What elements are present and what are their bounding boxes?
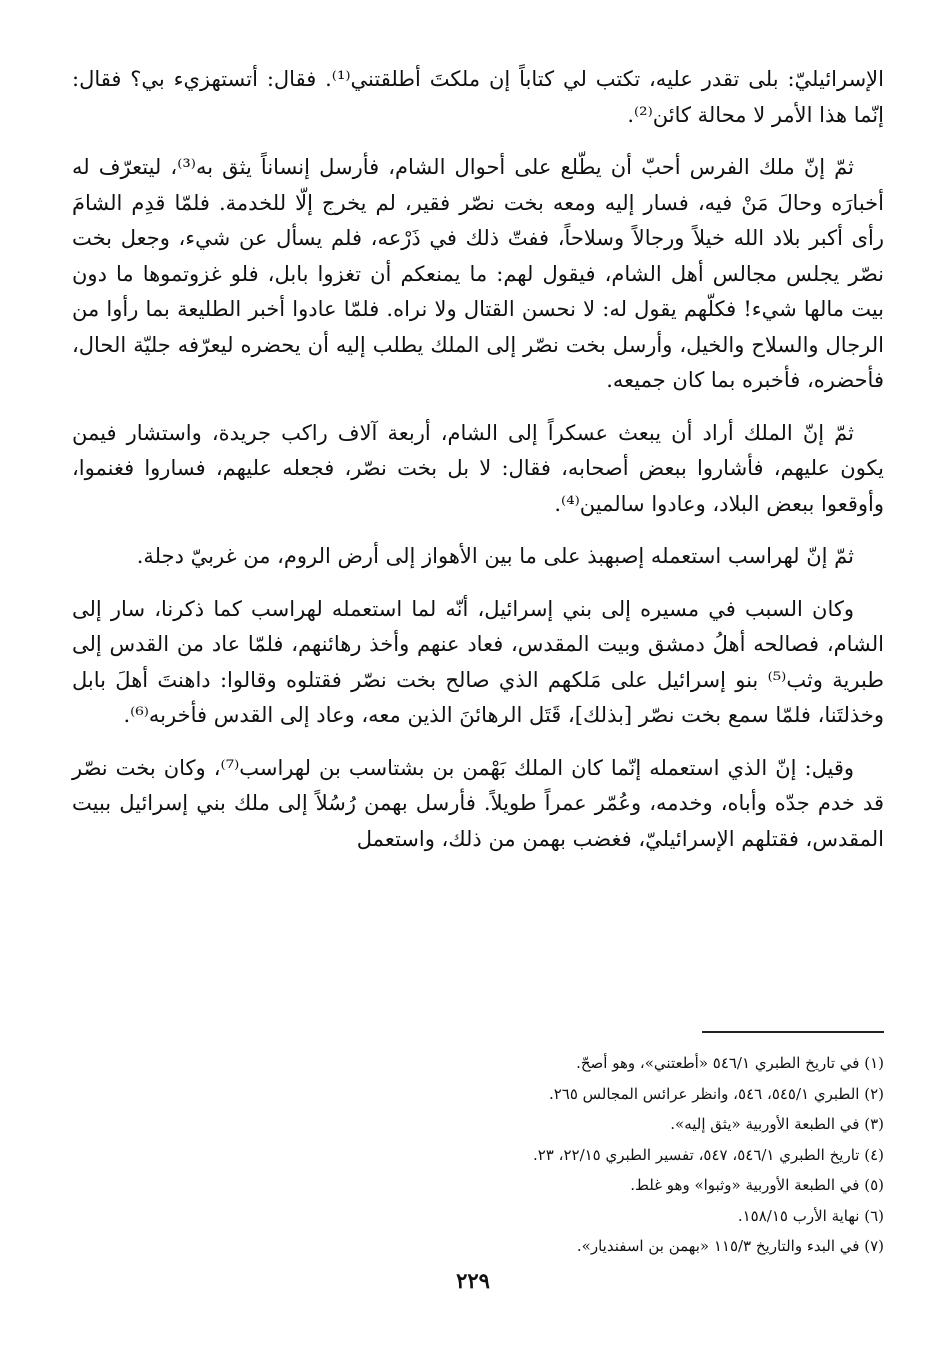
paragraph-6: وقيل: إنّ الذي استعمله إنّما كان الملك بَهْمن بن بشتاسب بن لهراسب⁽⁷⁾، وكان بخت نصّر قد خدم جدّه وأباه، وخدمه، وعُمّر عمراً طويلاً. فأرسل بهمن رُسُلاً إلى ملك بني إسرائيل ببيت المقدس، فقتلهم الإسرائيليّ، فغضب بهمن من ذلك، واستعمل bbox=[72, 755, 884, 851]
main-text bbox=[72, 62, 884, 874]
paragraph-5: وكان السبب في مسيره إلى بني إسرائيل، أنّه لما استعمله لهراسب كما ذكرنا، سار إلى الشام، فصالحه أهلُ دمشق وبيت المقدس، فعاد عنهم وأخذ رهائنهم، فلمّا عاد من القدس إلى طبرية وثب⁽⁵⁾ بنو إسرائيل على مَلكهم الذي صالح بخت نصّر فقتلوه وقالوا: داهنتَ أهلَ بابل وخذلتَنا، فلمّا سمع بخت نصّر [بذلك]، قَتَل الرهائنَ الذين معه، وعاد إلى القدس فأخربه⁽⁶⁾. bbox=[72, 596, 884, 727]
footnote-6: (٦) نهاية الأرب ١٥٨/١٥. bbox=[737, 1206, 884, 1225]
footnote-4: (٤) تاريخ الطبري ٥٤٦/١، ٥٤٧، تفسير الطبري ٢٢/١٥، ٢٣. bbox=[532, 1145, 884, 1164]
paragraph-3: ثمّ إنّ الملك أراد أن يبعث عسكراً إلى الشام، أربعة آلاف راكب جريدة، واستشار فيمن يكون عليهم، فأشاروا ببعض أصحابه، فقال: لا بل بخت نصّر، فجعله عليهم، فساروا فغنموا، وأوقعوا ببعض البلاد، وعادوا سالمين⁽⁴⁾. bbox=[72, 420, 884, 516]
footnote-7: (٧) في البدء والتاريخ ١١٥/٣ «بهمن بن اسفنديار». bbox=[576, 1237, 884, 1255]
footnote-separator bbox=[702, 1031, 884, 1033]
footnote-1: (١) في تاريخ الطبري ٥٤٦/١ «أطعتني»، وهو أصحّ. bbox=[576, 1054, 884, 1072]
footnote-3: (٣) في الطبعة الأوربية «يثق إليه». bbox=[670, 1115, 884, 1133]
footnotes bbox=[72, 1048, 884, 1262]
page-number: ٢٢٩ bbox=[456, 1268, 490, 1293]
paragraph-2: ثمّ إنّ ملك الفرس أحبّ أن يطّلع على أحوال الشام، فأرسل إنساناً يثق به⁽³⁾، ليتعرّف له أخبارَه وحالَ مَنْ فيه، فسار إليه ومعه بخت نصّر فقير، لم يخرج إلّا للخدمة. فلمّا قدِم الشامَ رأى أكبر بلاد الله خيلاً ورجالاً وسلاحاً، ففتّ ذلك في ذَرْعه، فلم يسأل عن شيء، وجعل بخت نصّر يجلس مجالس أهل الشام، فيقول لهم: ما يمنعكم أن تغزوا بابل، فلو غزوتموها ما دون بيت مالها شيء! فكلّهم يقول له: لا نحسن القتال ولا نراه. فلمّا عادوا أخبر الطليعة بما رأوا من الرجال والسلاح والخيل، وأرسل بخت نصّر إلى الملك يطلب إليه أن يحضره ليعرّفه جليّة الحال، فأحضره، فأخبره بما كان جميعه. bbox=[72, 155, 884, 392]
paragraph-4: ثمّ إنّ لهراسب استعمله إصبهبذ على ما بين الأهواز إلى أرض الروم، من غربيّ دجلة. bbox=[136, 544, 854, 568]
footnote-5: (٥) في الطبعة الأوربية «وثبوا» وهو غلط. bbox=[630, 1176, 884, 1194]
footnote-2: (٢) الطبري ٥٤٥/١، ٥٤٦، وانظر عرائس المجالس ٢٦٥. bbox=[548, 1084, 884, 1103]
paragraph-1: الإسرائيليّ: بلى تقدر عليه، تكتب لي كتاباً إن ملكتَ أطلقتني⁽¹⁾. فقال: أتستهزيء بي؟ فقال: إنّما هذا الأمر لا محالة كائن⁽²⁾. bbox=[72, 67, 884, 127]
